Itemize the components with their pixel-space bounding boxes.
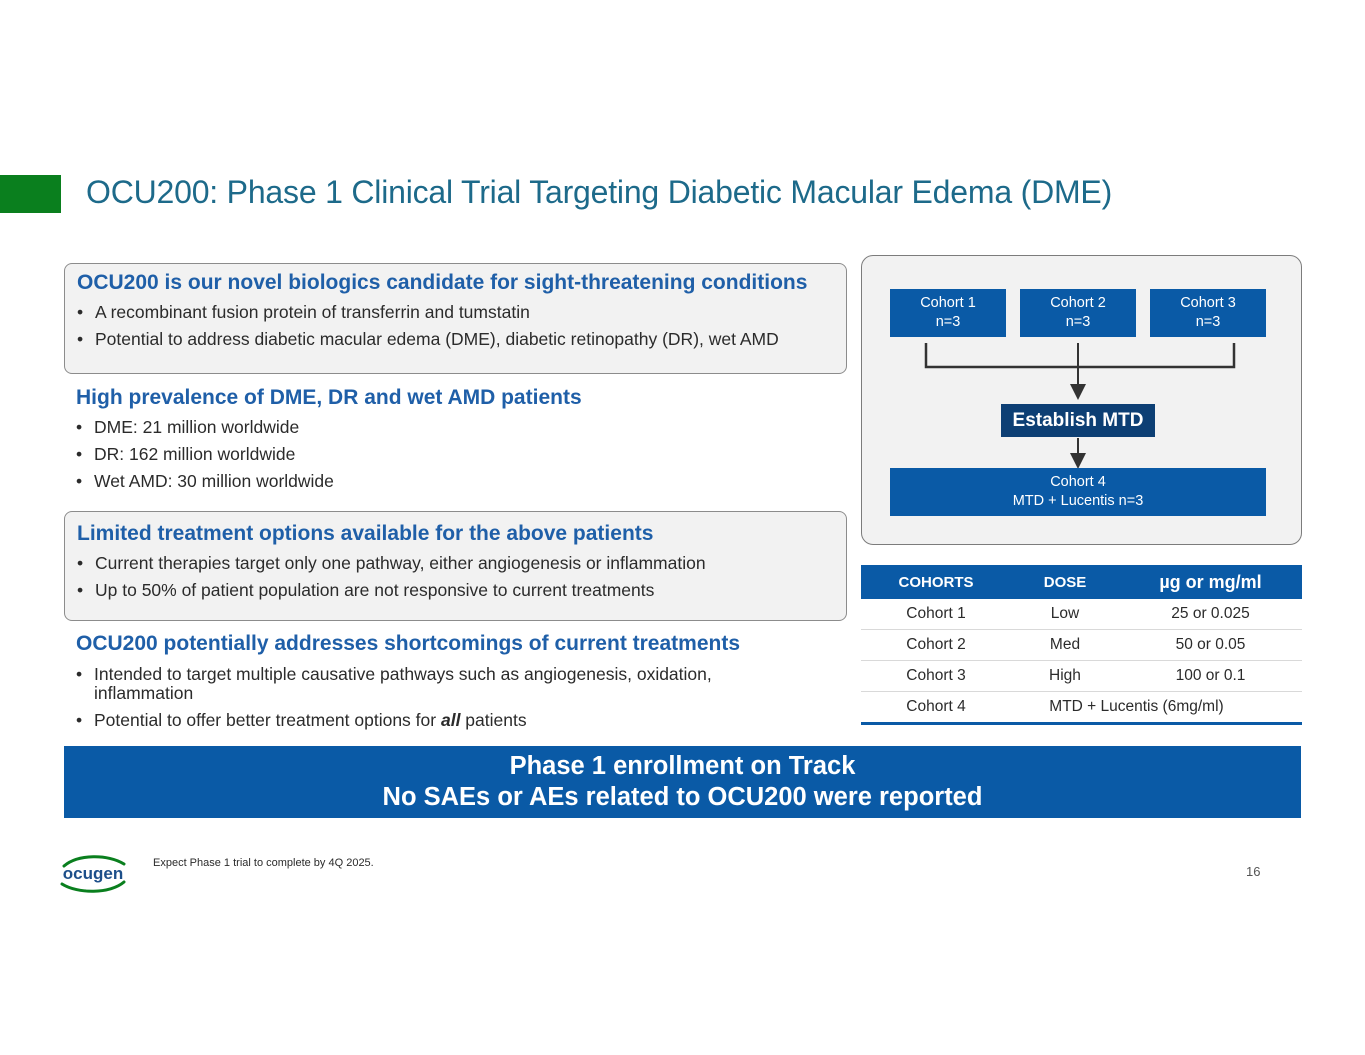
bullet-list — [76, 418, 816, 491]
table-row — [861, 599, 1302, 630]
cohort-name: Cohort 1 — [920, 295, 976, 311]
banner-line: No SAEs or AEs related to OCU200 were reported — [382, 783, 983, 811]
cohort-name: Cohort 2 — [1050, 295, 1106, 311]
bullet-item: • Current therapies target only one pathway, either angiogenesis or inflammation — [77, 554, 817, 573]
bullet-list — [77, 303, 817, 349]
column-header-dose: DOSE — [1011, 565, 1119, 599]
column-header-cohorts: COHORTS — [861, 565, 1011, 599]
section-limited-options — [64, 511, 847, 621]
section-shortcomings — [76, 632, 846, 737]
table-cell: Low — [1011, 599, 1119, 630]
table-cell: 50 or 0.05 — [1119, 630, 1302, 661]
table-cell: Cohort 1 — [861, 599, 1011, 630]
table-header-row — [861, 565, 1302, 599]
table-cell: 25 or 0.025 — [1119, 599, 1302, 630]
table-cell: 100 or 0.1 — [1119, 661, 1302, 692]
title-accent-bar — [0, 175, 61, 213]
page-title: OCU200: Phase 1 Clinical Trial Targeting Diabetic Macular Edema (DME) — [86, 174, 1113, 210]
section-biologics-candidate — [64, 263, 847, 374]
section-heading: OCU200 is our novel biologics candidate for sight-threatening conditions — [77, 271, 808, 294]
cohort-flow-diagram — [861, 255, 1302, 545]
dose-table — [861, 565, 1302, 725]
merge-connector — [926, 343, 1234, 367]
cohort-size: n=3 — [1065, 314, 1091, 330]
bullet-text: patients — [460, 710, 527, 730]
cohort-size: n=3 — [1195, 314, 1221, 330]
bullet-item: • Intended to target multiple causative pathways such as angiogenesis, oxidation, inflammation — [76, 665, 796, 703]
bullet-item: • DR: 162 million worldwide — [76, 445, 816, 464]
section-heading: High prevalence of DME, DR and wet AMD patients — [76, 386, 582, 409]
bullet-list — [77, 554, 817, 600]
bullet-item: • DME: 21 million worldwide — [76, 418, 816, 437]
section-heading: Limited treatment options available for the above patients — [77, 522, 654, 545]
bullet-item: • Up to 50% of patient population are not responsive to current treatments — [77, 581, 817, 600]
cohort-size: n=3 — [935, 314, 961, 330]
cohort-name: Cohort 4 — [1050, 474, 1106, 490]
page-number: 16 — [1246, 864, 1261, 879]
banner-line: Phase 1 enrollment on Track — [509, 752, 856, 780]
cohort-4-box — [890, 468, 1266, 516]
table-row — [861, 630, 1302, 661]
table-cell: Cohort 2 — [861, 630, 1011, 661]
status-banner — [64, 746, 1301, 818]
table-cell: Cohort 3 — [861, 661, 1011, 692]
table-cell: MTD + Lucentis (6mg/ml) — [1011, 692, 1302, 724]
bullet-item: • Potential to address diabetic macular edema (DME), diabetic retinopathy (DR), wet AMD — [77, 330, 817, 349]
ocugen-logo — [58, 852, 128, 894]
cohort-name: Cohort 3 — [1180, 295, 1236, 311]
table-cell: Cohort 4 — [861, 692, 1011, 724]
bullet-item — [76, 711, 796, 730]
column-header-units: µg or mg/ml — [1119, 565, 1302, 599]
table-row — [861, 692, 1302, 724]
emphasis-text: all — [440, 710, 461, 730]
bullet-text: Potential to offer better treatment options for — [94, 710, 441, 730]
footnote: Expect Phase 1 trial to complete by 4Q 2025. — [153, 857, 374, 869]
bullet-item: • A recombinant fusion protein of transferrin and tumstatin — [77, 303, 817, 322]
cohort-detail: MTD + Lucentis n=3 — [1012, 493, 1144, 509]
table-cell: High — [1011, 661, 1119, 692]
logo-wordmark: ocugen — [62, 864, 124, 883]
establish-mtd-box: Establish MTD — [1001, 404, 1155, 437]
table-cell: Med — [1011, 630, 1119, 661]
bullet-list — [76, 665, 796, 730]
section-prevalence — [76, 386, 846, 496]
section-heading: OCU200 potentially addresses shortcomings of current treatments — [76, 632, 741, 655]
bullet-item: • Wet AMD: 30 million worldwide — [76, 472, 816, 491]
table-row — [861, 661, 1302, 692]
